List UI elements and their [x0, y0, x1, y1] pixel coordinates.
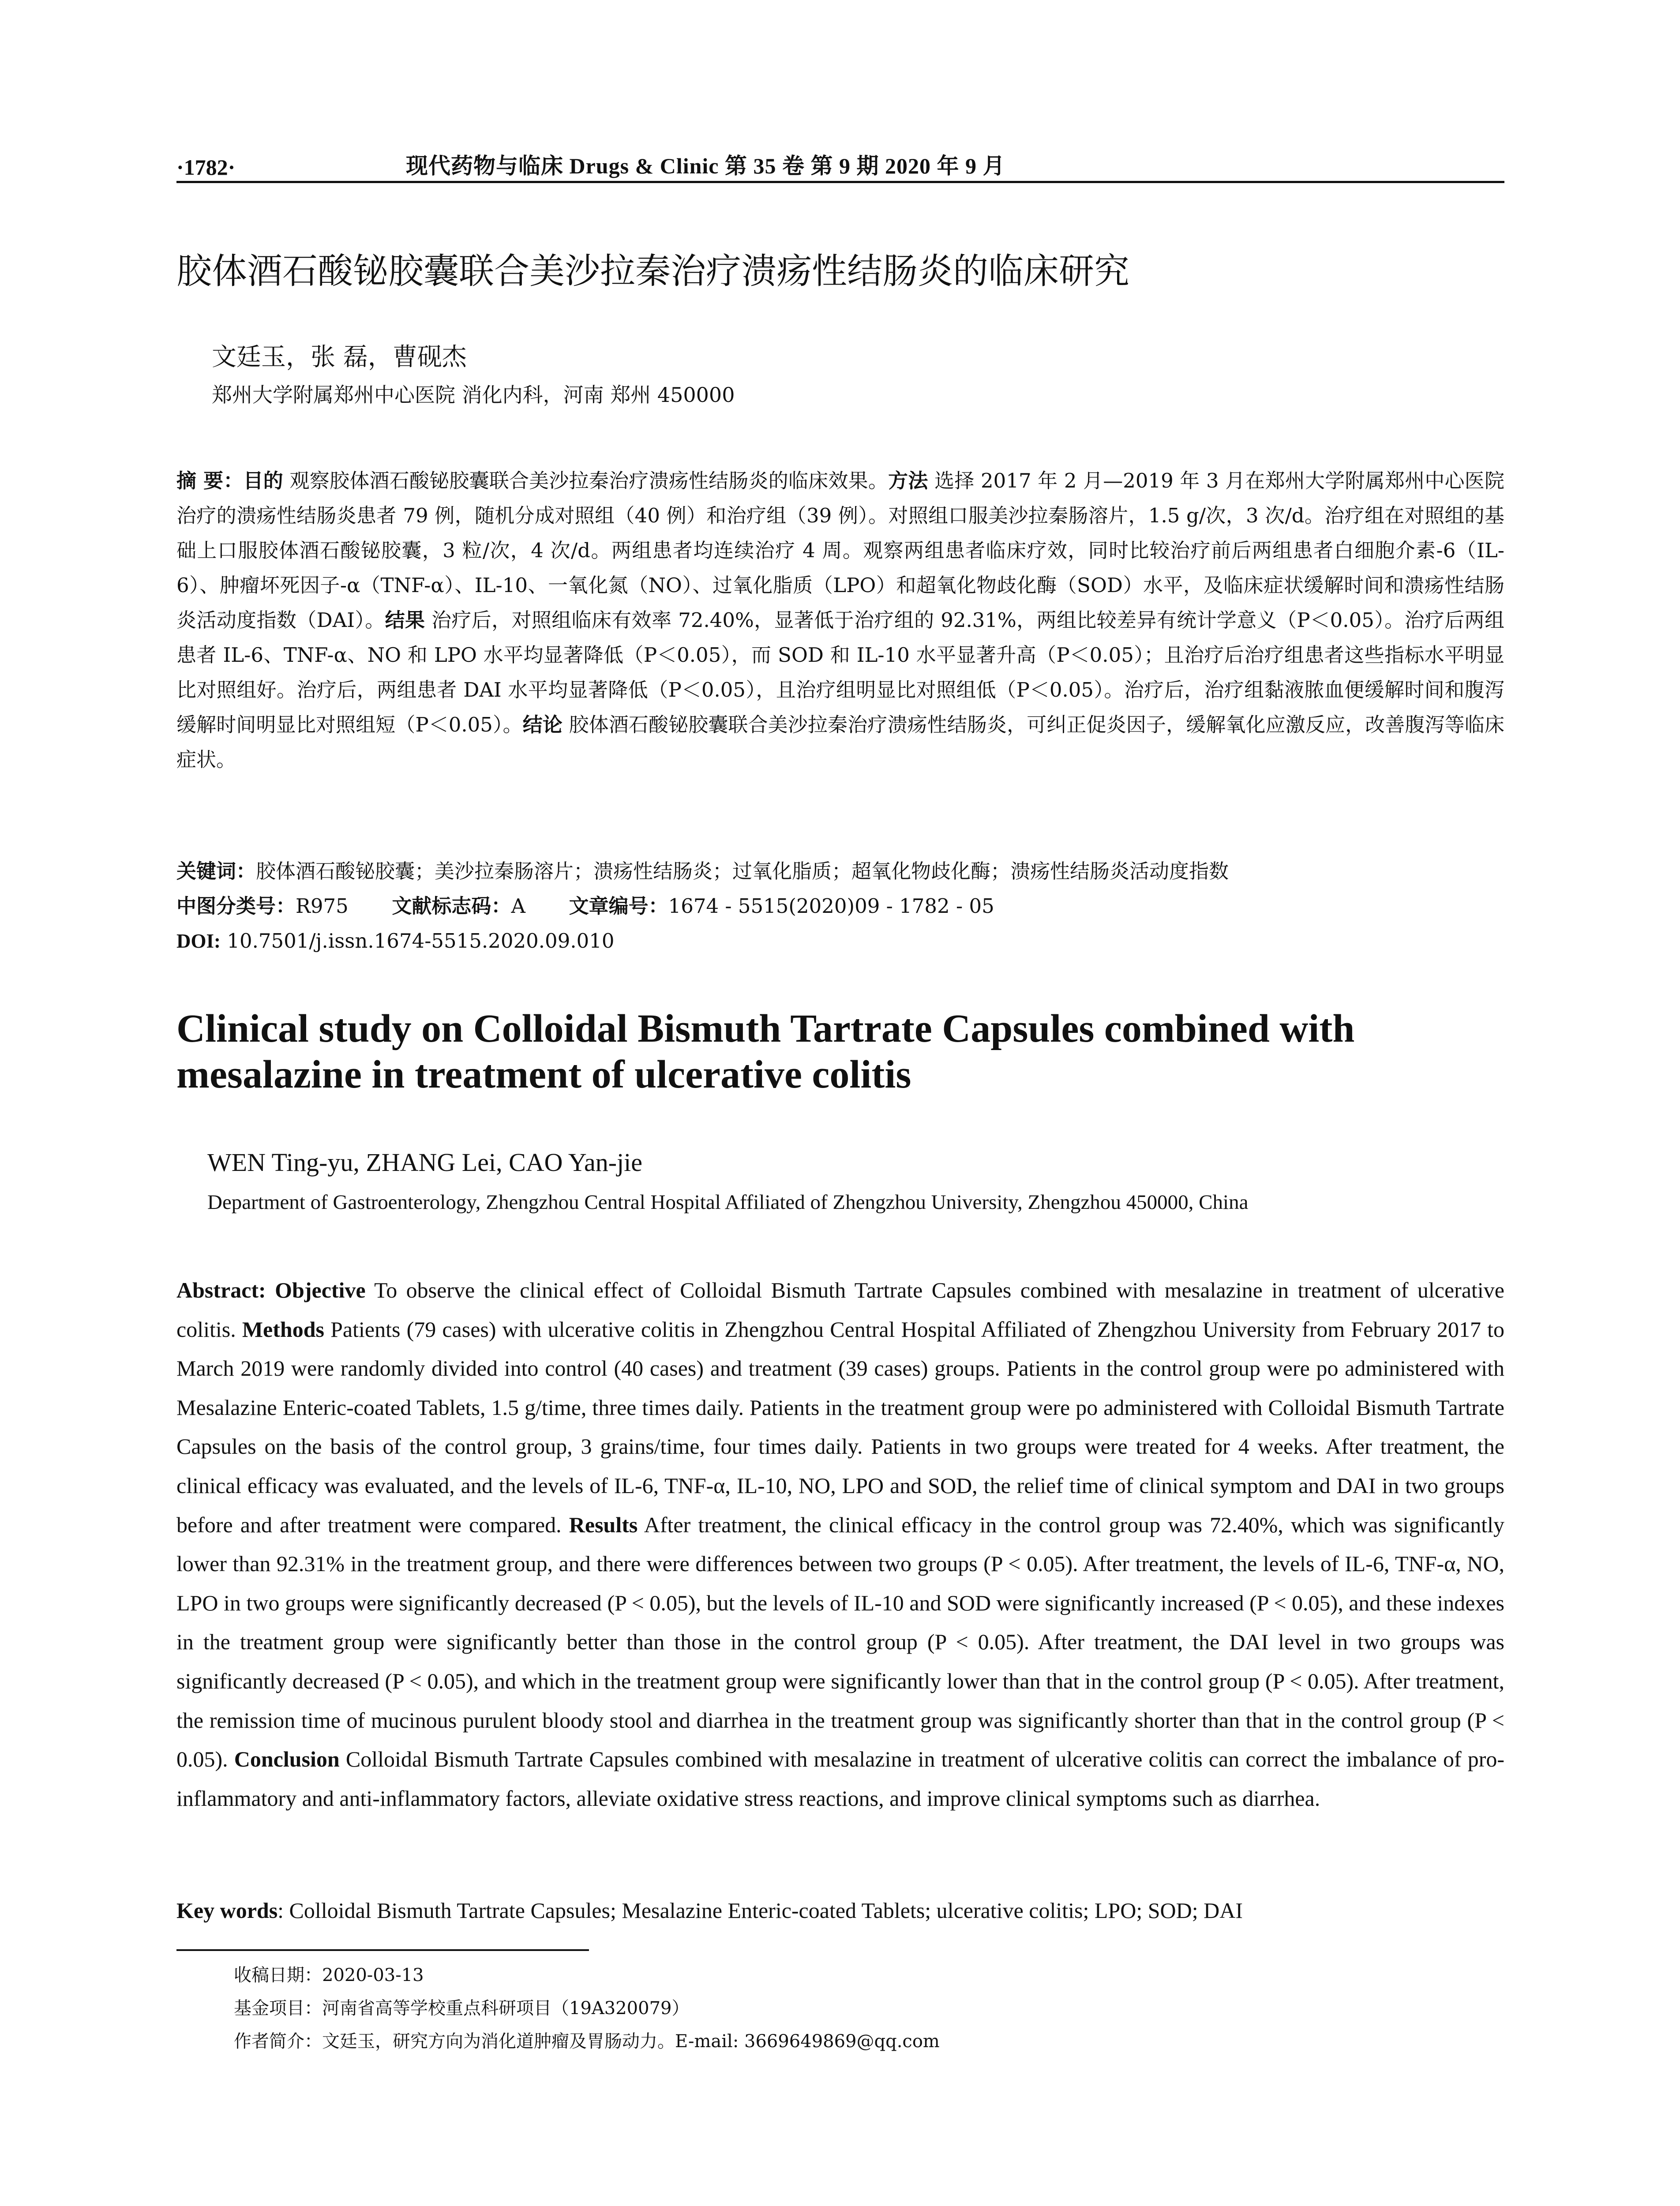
en-methods-label: Methods — [242, 1317, 324, 1342]
cn-title: 胶体酒石酸铋胶囊联合美沙拉秦治疗溃疡性结肠炎的临床研究 — [176, 251, 1129, 292]
en-objective: To observe the clinical effect of Colloidal Bismuth Tartrate Capsules combined with mesalazine in treatment of ulcerative colitis. — [176, 1278, 1504, 1342]
en-objective-label: Objective — [275, 1278, 366, 1302]
en-keywords: : Colloidal Bismuth Tartrate Capsules; Mesalazine Enteric-coated Tablets; ulcerative colitis; LPO; SOD; DAI — [278, 1898, 1243, 1923]
footnote-text: 河南省高等学校重点科研项目（19A320079） — [322, 1998, 690, 2018]
clc-label: 中图分类号： — [176, 894, 296, 918]
footnote-text: 文廷玉，研究方向为消化道肿瘤及胃肠动力。E-mail: 3669649869@qq.com — [322, 2031, 940, 2052]
cn-methods: 选择 2017 年 2 月—2019 年 3 月在郑州大学附属郑州中心医院治疗的溃疡性结肠炎患者 79 例，随机分成对照组（40 例）和治疗组（39 例）。对照组口服美沙拉秦肠溶片，1.5 g/次，3 次/d。治疗组在对照组的基础上口服胶体酒石酸铋胶囊，3 粒/次，4 次/d。两组患者均连续治疗 4 周。观察两组患者临床疗效，同时比较治疗前后两组患者白细胞介素-6（IL-6）、肿瘤坏死因子-α（TNF-α）、IL-10、一氧化氮（NO）、过氧化脂质（LPO）和超氧化物歧化酶（SOD）水平，及临床症状缓解时间和溃疡性结肠炎活动度指数（DAI）。 — [176, 469, 1504, 632]
cn-keywords: 胶体酒石酸铋胶囊；美沙拉秦肠溶片；溃疡性结肠炎；过氧化脂质；超氧化物歧化酶；溃疡性结肠炎活动度指数 — [256, 859, 1229, 883]
en-keywords-label: Key words — [176, 1898, 278, 1923]
cn-classification-row — [176, 889, 1504, 923]
en-keywords-row — [176, 1893, 1504, 1928]
en-title: Clinical study on Colloidal Bismuth Tartrate Capsules combined with mesalazine in treatment of ulcerative colitis — [176, 1007, 1355, 1096]
article-no-value: 1674 - 5515(2020)09 - 1782 - 05 — [668, 894, 994, 918]
header-rule — [176, 181, 1504, 183]
footnote-fund — [234, 1992, 1469, 2025]
cn-meta — [176, 854, 1504, 959]
clc-value: R975 — [296, 894, 349, 918]
en-methods: Patients (79 cases) with ulcerative colitis in Zhengzhou Central Hospital Affiliated of Zhengzhou University from February 2017 to March 2019 were randomly divided into control (40 cases) and treatment (39 cases) groups. Patients in the control group were po administered with Mesalazine Enteric-coated Tablets, 1.5 g/time, three times daily. Patients in the treatment group were po administered with Colloidal Bismuth Tartrate Capsules on the basis of the control group, 3 grains/time, four times daily. Patients in two groups were treated for 4 weeks. After treatment, the clinical efficacy was evaluated, and the levels of IL-6, TNF-α, IL-10, NO, LPO and SOD, the relief time of clinical symptom and DAI in two groups before and after treatment were compared. — [176, 1317, 1505, 1537]
doccode-value: A — [511, 894, 525, 918]
cn-authors: 文廷玉，张 磊，曹砚杰 — [212, 343, 467, 371]
en-conclusion: Colloidal Bismuth Tartrate Capsules combined with mesalazine in treatment of ulcerative colitis can correct the imbalance of pro-inflammatory and anti-inflammatory factors, alleviate oxidative stress reactions, and improve clinical symptoms such as diarrhea. — [176, 1747, 1504, 1811]
cn-results: 治疗后，对照组临床有效率 72.40%，显著低于治疗组的 92.31%，两组比较差异有统计学意义（P＜0.05）。治疗后两组患者 IL-6、TNF-α、NO 和 LPO 水平均显著降低（P＜0.05），而 SOD 和 IL-10 水平显著升高（P＜0.05）；且治疗后治疗组患者这些指标水平明显比对照组好。治疗后，两组患者 DAI 水平均显著降低（P＜0.05），且治疗组明显比对照组低（P＜0.05）。治疗后，治疗组黏液脓血便缓解时间和腹泻缓解时间明显比对照组短（P＜0.05）。 — [176, 608, 1504, 736]
cn-abstract-label: 摘 要： — [176, 469, 244, 492]
en-affiliation: Department of Gastroenterology, Zhengzhou Central Hospital Affiliated of Zhengzhou University, Zhengzhou 450000, China — [207, 1191, 1249, 1214]
footnote-rule — [176, 1949, 589, 1951]
footnote-text: 2020-03-13 — [322, 1965, 424, 1985]
cn-abstract — [176, 463, 1504, 777]
cn-conclusion: 胶体酒石酸铋胶囊联合美沙拉秦治疗溃疡性结肠炎，可纠正促炎因子，缓解氧化应激反应，改善腹泻等临床症状。 — [176, 713, 1504, 771]
cn-objective-label: 目的 — [243, 469, 283, 492]
cn-keywords-label: 关键词： — [176, 859, 256, 883]
cn-keywords-row — [176, 854, 1504, 889]
page-number: ·1782· — [176, 155, 236, 180]
article-no-label: 文章编号： — [569, 894, 668, 918]
footnote-label: 作者简介： — [234, 2031, 322, 2052]
en-results-label: Results — [569, 1512, 638, 1537]
cn-results-label: 结果 — [385, 608, 425, 632]
en-results: After treatment, the clinical efficacy in the control group was 72.40%, which was significantly lower than 92.31% in the treatment group, and there were differences between two groups (P < 0.05). After treatment, the levels of IL-6, TNF-α, NO, LPO in two groups were significantly decreased (P < 0.05), but the levels of IL-10 and SOD were significantly increased (P < 0.05), and these indexes in the treatment group were significantly better than those in the control group (P < 0.05). After treatment, the DAI level in two groups was significantly decreased (P < 0.05), and which in the treatment group were significantly lower than that in the control group (P < 0.05). After treatment, the remission time of mucinous purulent bloody stool and diarrhea in the treatment group was significantly shorter than that in the control group (P < 0.05). — [176, 1512, 1505, 1772]
cn-objective: 观察胶体酒石酸铋胶囊联合美沙拉秦治疗溃疡性结肠炎的临床效果。 — [289, 469, 889, 492]
cn-conclusion-label: 结论 — [522, 713, 563, 736]
doi-label: DOI: — [176, 930, 221, 952]
footnote-author — [234, 2025, 1469, 2058]
cn-methods-label: 方法 — [888, 469, 928, 492]
footnotes — [234, 1959, 1469, 2058]
en-authors: WEN Ting-yu, ZHANG Lei, CAO Yan-jie — [207, 1148, 642, 1177]
journal-line: 现代药物与临床 Drugs & Clinic 第 35 卷 第 9 期 2020 年 9 月 — [406, 154, 1005, 178]
doi-value: 10.7501/j.issn.1674-5515.2020.09.010 — [227, 929, 615, 953]
en-conclusion-label: Conclusion — [234, 1747, 340, 1772]
doccode-label: 文献标志码： — [392, 894, 511, 918]
en-abstract — [176, 1271, 1504, 1818]
cn-affiliation: 郑州大学附属郑州中心医院 消化内科，河南 郑州 450000 — [212, 383, 735, 407]
footnote-received — [234, 1959, 1469, 1992]
footnote-label: 基金项目： — [234, 1998, 322, 2018]
running-header — [176, 140, 1504, 180]
footnote-label: 收稿日期： — [234, 1965, 322, 1985]
en-abstract-label: Abstract: — [176, 1278, 266, 1302]
doi-row — [176, 923, 1504, 959]
